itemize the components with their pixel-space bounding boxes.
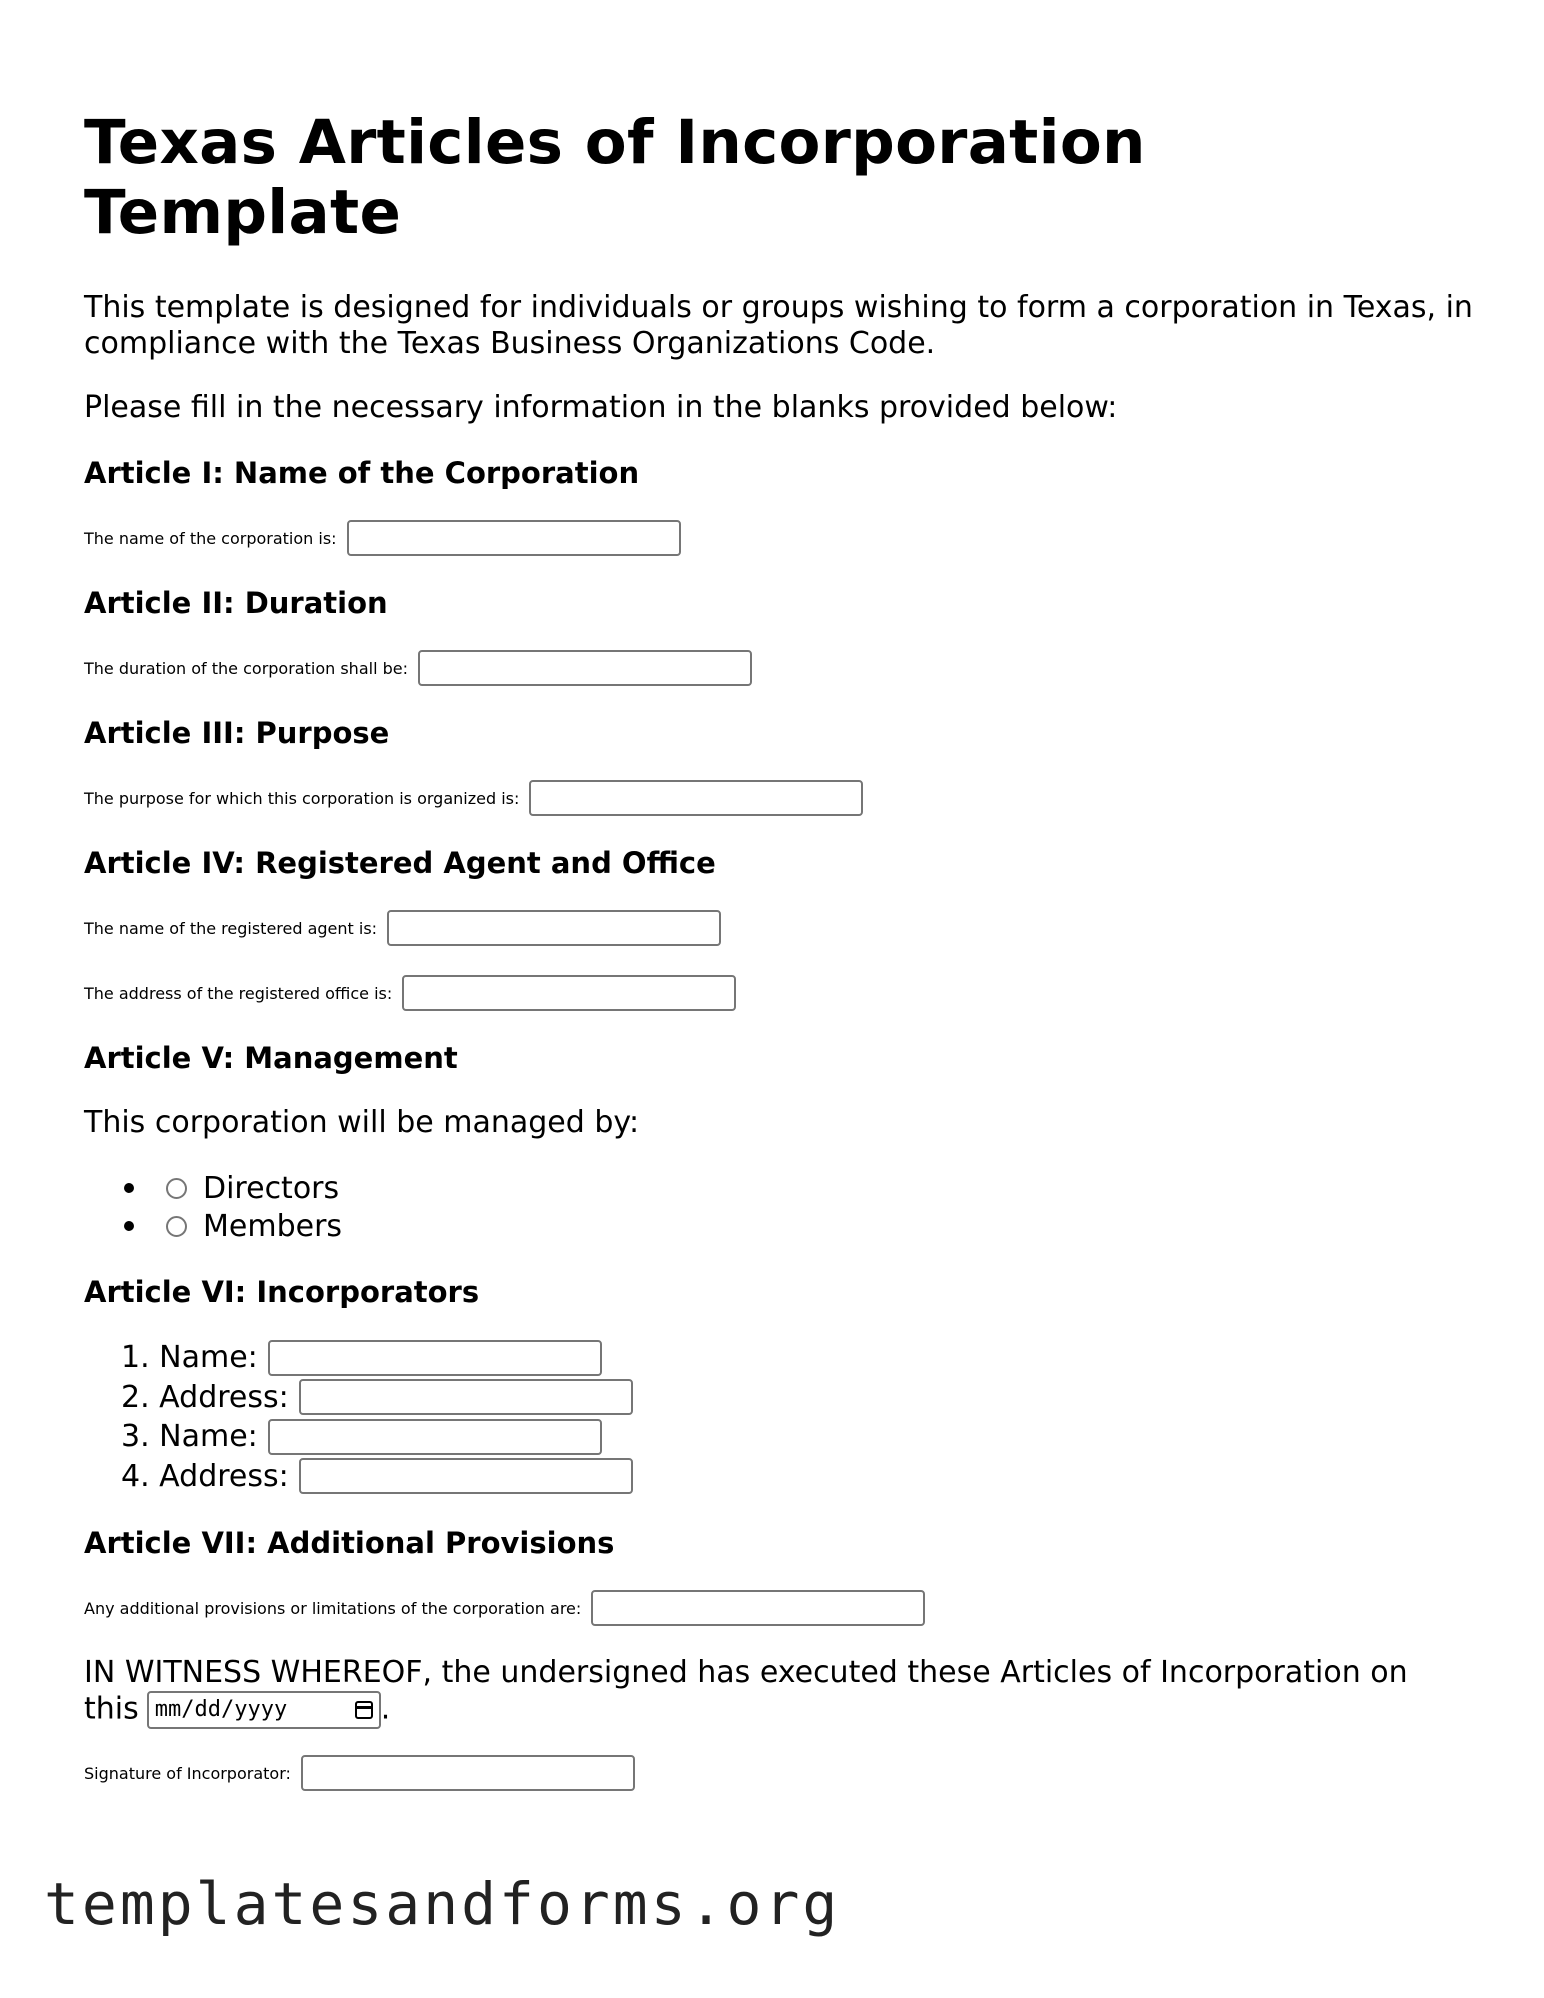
incorporator-1-name-label: 1. Name: — [121, 1340, 258, 1376]
incorporator-1-address-row — [121, 1378, 1484, 1418]
incorporator-2-name-row — [121, 1417, 1484, 1457]
document — [84, 108, 1484, 1791]
article-4-heading: Article IV: Registered Agent and Office — [84, 846, 716, 880]
signature-label: Signature of Incorporator: — [84, 1763, 291, 1783]
duration-input[interactable] — [418, 650, 752, 686]
signature-input[interactable] — [301, 1755, 635, 1791]
article-3-heading: Article III: Purpose — [84, 716, 390, 750]
bullet-icon — [124, 1183, 134, 1193]
incorporator-2-address-label: 4. Address: — [121, 1458, 289, 1494]
registered-office-label: The address of the registered office is: — [84, 983, 393, 1003]
fill-instructions: Please fill in the necessary information in the blanks provided below: — [84, 390, 1118, 425]
page-title: Texas Articles of Incorporation Template — [84, 107, 1146, 248]
management-option-members[interactable] — [124, 1207, 1484, 1245]
registered-office-row — [84, 975, 1484, 1011]
incorporator-1-name-row — [121, 1338, 1484, 1378]
article-7-heading: Article VII: Additional Provisions — [84, 1526, 615, 1560]
article-5-heading: Article V: Management — [84, 1041, 458, 1075]
execution-date-input[interactable] — [147, 1691, 381, 1729]
calendar-icon[interactable] — [355, 1701, 373, 1719]
management-option-directors[interactable] — [124, 1169, 1484, 1207]
witness-this: this — [84, 1691, 139, 1727]
additional-provisions-row — [84, 1590, 1484, 1626]
incorporator-1-address-label: 2. Address: — [121, 1379, 289, 1415]
registered-agent-row — [84, 910, 1484, 946]
purpose-row — [84, 780, 1484, 816]
article-1-heading: Article I: Name of the Corporation — [84, 456, 640, 490]
incorporators-list — [84, 1338, 1484, 1496]
option-label: Members — [203, 1208, 343, 1244]
incorporator-2-name-input[interactable] — [268, 1419, 602, 1455]
corporation-name-input[interactable] — [347, 520, 681, 556]
option-label: Directors — [203, 1170, 340, 1206]
management-label: This corporation will be managed by: — [84, 1105, 640, 1140]
corporation-name-label: The name of the corporation is: — [84, 528, 337, 548]
management-options — [84, 1169, 1484, 1245]
incorporator-2-name-label: 3. Name: — [121, 1419, 258, 1455]
witness-statement — [84, 1655, 1484, 1729]
incorporator-1-address-input[interactable] — [299, 1379, 633, 1415]
additional-provisions-label: Any additional provisions or limitations of the corporation are: — [84, 1598, 582, 1618]
witness-text: IN WITNESS WHEREOF, the undersigned has executed these Articles of Incorporation on — [84, 1655, 1408, 1690]
article-6-heading: Article VI: Incorporators — [84, 1275, 480, 1309]
registered-agent-label: The name of the registered agent is: — [84, 918, 378, 938]
additional-provisions-input[interactable] — [591, 1590, 925, 1626]
bullet-icon — [124, 1221, 134, 1231]
duration-row — [84, 650, 1484, 686]
incorporator-1-name-input[interactable] — [268, 1340, 602, 1376]
radio-members[interactable] — [166, 1216, 187, 1237]
signature-row — [84, 1755, 1484, 1791]
corporation-name-row — [84, 520, 1484, 556]
article-2-heading: Article II: Duration — [84, 586, 388, 620]
incorporator-2-address-input[interactable] — [299, 1458, 633, 1494]
registered-office-input[interactable] — [402, 975, 736, 1011]
witness-end: . — [380, 1691, 391, 1727]
incorporator-2-address-row — [121, 1457, 1484, 1497]
intro-text: This template is designed for individuals or groups wishing to form a corporation in Texas, in compliance with the Texas Business Organizations Code. — [84, 290, 1473, 361]
purpose-label: The purpose for which this corporation is organized is: — [84, 788, 520, 808]
registered-agent-input[interactable] — [387, 910, 721, 946]
date-placeholder: mm/dd/yyyy — [154, 1697, 288, 1722]
purpose-input[interactable] — [529, 780, 863, 816]
radio-directors[interactable] — [166, 1178, 187, 1199]
duration-label: The duration of the corporation shall be: — [84, 658, 408, 678]
watermark: templatesandforms.org — [44, 1870, 841, 1938]
